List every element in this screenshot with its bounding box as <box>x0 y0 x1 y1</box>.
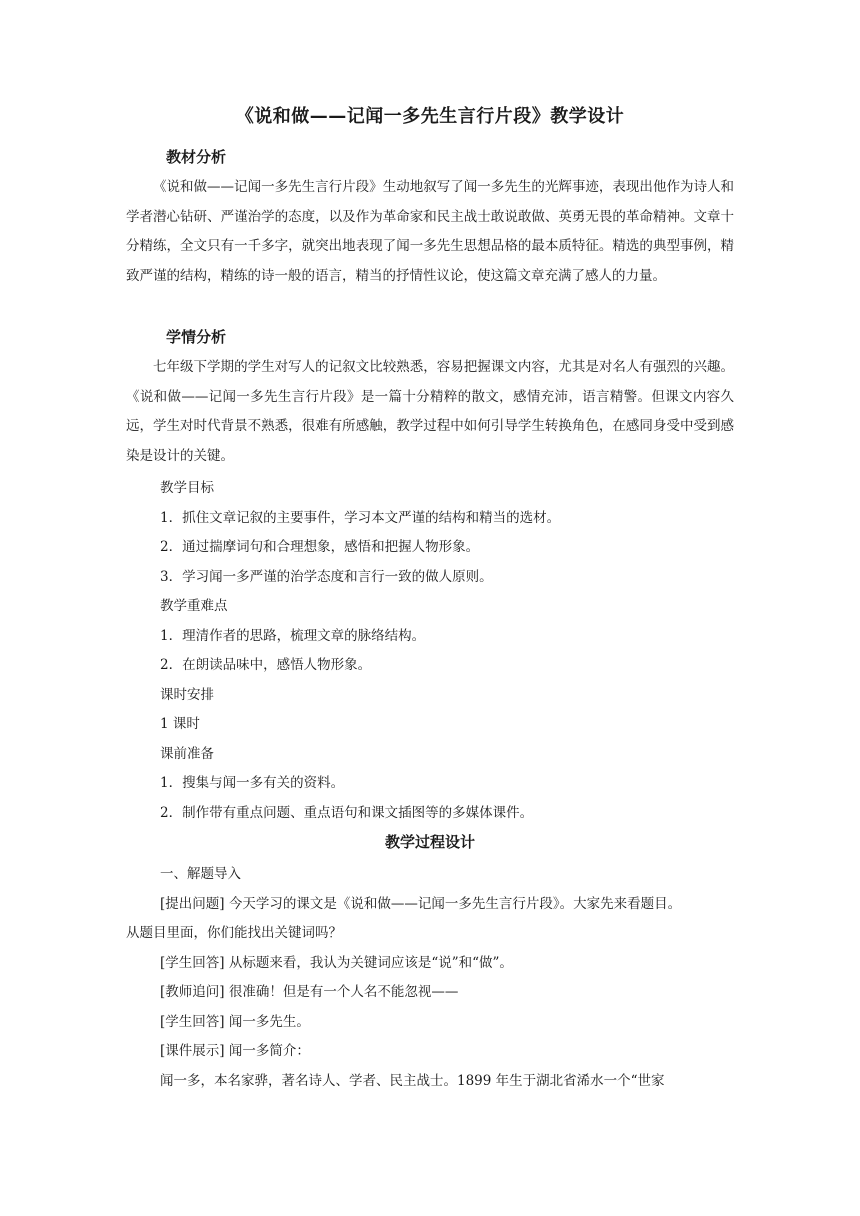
paragraph-learner-analysis: 七年级下学期的学生对写人的记叙文比较熟悉，容易把握课文内容，尤其是对名人有强烈的兴趣。《说和做——记闻一多先生言行片段》是一篇十分精粹的散文，感情充沛，语言精警。但课文内容久远，学生对时代背景不熟悉，很难有所感触，教学过程中如何引导学生转换角色，在感同身受中受到感染是设计的关键。 <box>126 359 734 464</box>
heading-learner-analysis: 学情分析 <box>166 328 227 346</box>
dialogue-question: [提出问题] 今天学习的课文是《说和做——记闻一多先生言行片段》。大家先来看题目。 <box>160 896 682 912</box>
heading-teaching-process: 教学过程设计 <box>384 833 475 851</box>
paragraph-material-analysis: 《说和做——记闻一多先生言行片段》生动地叙写了闻一多先生的光辉事迹，表现出他作为诗人和学者潜心钻研、严谨治学的态度，以及作为革命家和民主战士敢说敢做、英勇无畏的革命精神。文章十分精练，全文只有一千多字，就突出地表现了闻一多先生思想品格的最本质特征。精选的典型事例，精致严谨的结构，精练的诗一般的语言，精当的抒情性议论，使这篇文章充满了感人的力量。 <box>126 179 734 284</box>
label-teaching-goals: 教学目标 <box>160 480 214 496</box>
goal-item: 1．抓住文章记叙的主要事件，学习本文严谨的结构和精当的选材。 <box>160 510 561 526</box>
step-heading: 一、解题导入 <box>160 866 241 882</box>
goal-item: 2．通过揣摩词句和合理想象，感悟和把握人物形象。 <box>160 539 480 555</box>
dialogue-answer: [学生回答] 闻一多先生。 <box>160 1014 310 1030</box>
dialogue-followup: [教师追问] 很准确！但是有一个人名不能忽视—— <box>160 984 459 1000</box>
document-title: 《说和做——记闻一多先生言行片段》教学设计 <box>235 106 625 127</box>
label-key-points: 教学重难点 <box>160 598 228 614</box>
label-schedule: 课时安排 <box>160 687 214 703</box>
slide-show-label: [课件展示] 闻一多简介： <box>160 1043 310 1059</box>
schedule-value: 1 课时 <box>160 716 200 732</box>
intro-text: 闻一多，本名家骅，著名诗人、学者、民主战士。1899 年生于湖北省浠水一个“世家 <box>160 1073 665 1089</box>
key-point-item: 2．在朗读品味中，感悟人物形象。 <box>160 657 372 673</box>
prep-item: 2．制作带有重点问题、重点语句和课文插图等的多媒体课件。 <box>160 805 534 821</box>
dialogue-question-continued: 从题目里面，你们能找出关键词吗？ <box>126 925 342 941</box>
prep-item: 1．搜集与闻一多有关的资料。 <box>160 775 345 791</box>
dialogue-answer: [学生回答] 从标题来看，我认为关键词应该是“说”和“做”。 <box>160 955 513 971</box>
heading-material-analysis: 教材分析 <box>166 148 227 166</box>
goal-item: 3．学习闻一多严谨的治学态度和言行一致的做人原则。 <box>160 569 493 585</box>
label-preparation: 课前准备 <box>160 746 214 762</box>
key-point-item: 1．理清作者的思路，梳理文章的脉络结构。 <box>160 628 426 644</box>
